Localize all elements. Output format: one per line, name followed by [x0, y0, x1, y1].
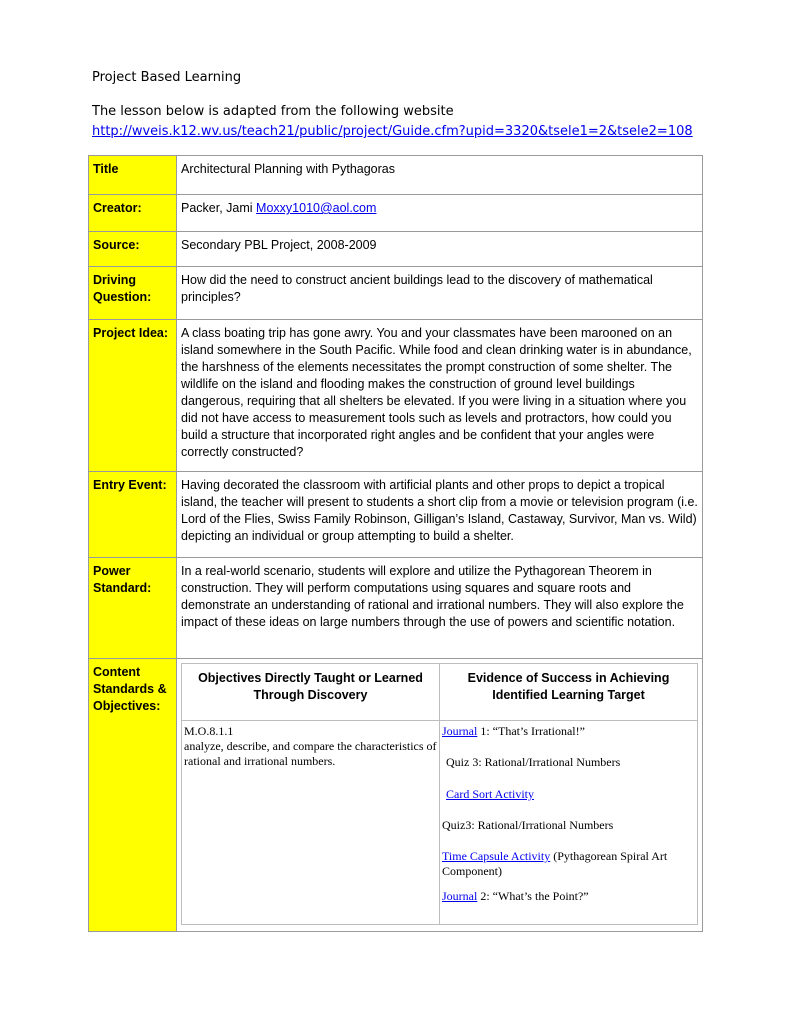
- label-project-idea: Project Idea:: [89, 320, 177, 472]
- creator-email-link[interactable]: Moxxy1010@aol.com: [256, 201, 377, 215]
- value-entry-event: Having decorated the classroom with artificial plants and other props to depict a tropical island, the teacher will present to students a short clip from a movie or television program (i.e. Lord of the Flies, Swiss Family Robinson, Gilligan’s Island, Castaway, Survivor, Man vs. Wild) depicting an individual or group attempting to build a shelter.: [177, 472, 703, 558]
- page-title: Project Based Learning: [92, 70, 242, 85]
- label-power-standard: Power Standard:: [89, 558, 177, 659]
- value-project-idea: A class boating trip has gone awry. You and your classmates have been marooned on an island somewhere in the South Pacific. While food and clean drinking water is in abundance, the harshness of the elements necessitates the prompt construction of some shelter. The wildlife on the island and flooding makes the construction of ground level buildings dangerous, requiring that all shelters be elevated. If you were living in a situation where you did not have access to measurement tools such as levels and protractors, how could you build a structure that incorporated right angles and be confident that your angles were correctly constructed?: [177, 320, 703, 472]
- objective-text: analyze, describe, and compare the characteristics of rational and irrational numbers.: [184, 739, 437, 768]
- value-creator: [177, 195, 703, 232]
- lesson-table: [88, 155, 703, 932]
- source-url-link[interactable]: http://wveis.k12.wv.us/teach21/public/project/Guide.cfm?upid=3320&tsele1=2&tsele2=108: [92, 124, 693, 139]
- value-power-standard: In a real-world scenario, students will explore and utilize the Pythagorean Theorem in construction. They will perform computations using squares and square roots and demonstrate an understanding of rational and irrational numbers. They will also explore the impact of these ideas on large numbers through the use of powers and scientific notation.: [177, 558, 703, 659]
- value-content-standards: [177, 659, 703, 932]
- value-driving-question: How did the need to construct ancient buildings lead to the discovery of mathematical principles?: [177, 267, 703, 320]
- evidence-cell: [440, 721, 698, 925]
- journal-2-link[interactable]: Journal: [442, 889, 478, 903]
- label-title: Title: [89, 156, 177, 195]
- evidence-journal-2: Journal 2: “What’s the Point?”: [442, 889, 589, 903]
- objectives-header: Objectives Directly Taught or Learned Through Discovery: [182, 664, 440, 721]
- label-creator: Creator:: [89, 195, 177, 232]
- objective-cell: [182, 721, 440, 925]
- evidence-quiz-3: Quiz 3: Rational/Irrational Numbers: [446, 755, 621, 769]
- evidence-journal-1: Journal 1: “That’s Irrational!”: [442, 724, 585, 738]
- value-title: Architectural Planning with Pythagoras: [177, 156, 703, 195]
- label-driving-question: Driving Question:: [89, 267, 177, 320]
- label-content-standards: Content Standards & Objectives:: [89, 659, 177, 932]
- evidence-quiz3: Quiz3: Rational/Irrational Numbers: [442, 818, 614, 832]
- creator-name: Packer, Jami: [181, 201, 253, 215]
- objectives-table: [181, 663, 698, 925]
- label-source: Source:: [89, 232, 177, 267]
- label-entry-event: Entry Event:: [89, 472, 177, 558]
- objective-code: M.O.8.1.1: [184, 724, 234, 738]
- journal-1-link[interactable]: Journal: [442, 724, 478, 738]
- evidence-card-sort: [442, 787, 695, 802]
- evidence-time-capsule: Time Capsule Activity (Pythagorean Spiral Art Component): [442, 849, 668, 878]
- value-source: Secondary PBL Project, 2008-2009: [177, 232, 703, 267]
- intro-text: The lesson below is adapted from the following website: [92, 104, 454, 119]
- card-sort-link[interactable]: Card Sort Activity: [446, 787, 534, 801]
- time-capsule-link[interactable]: Time Capsule Activity: [442, 849, 551, 863]
- evidence-header: Evidence of Success in Achieving Identified Learning Target: [440, 664, 698, 721]
